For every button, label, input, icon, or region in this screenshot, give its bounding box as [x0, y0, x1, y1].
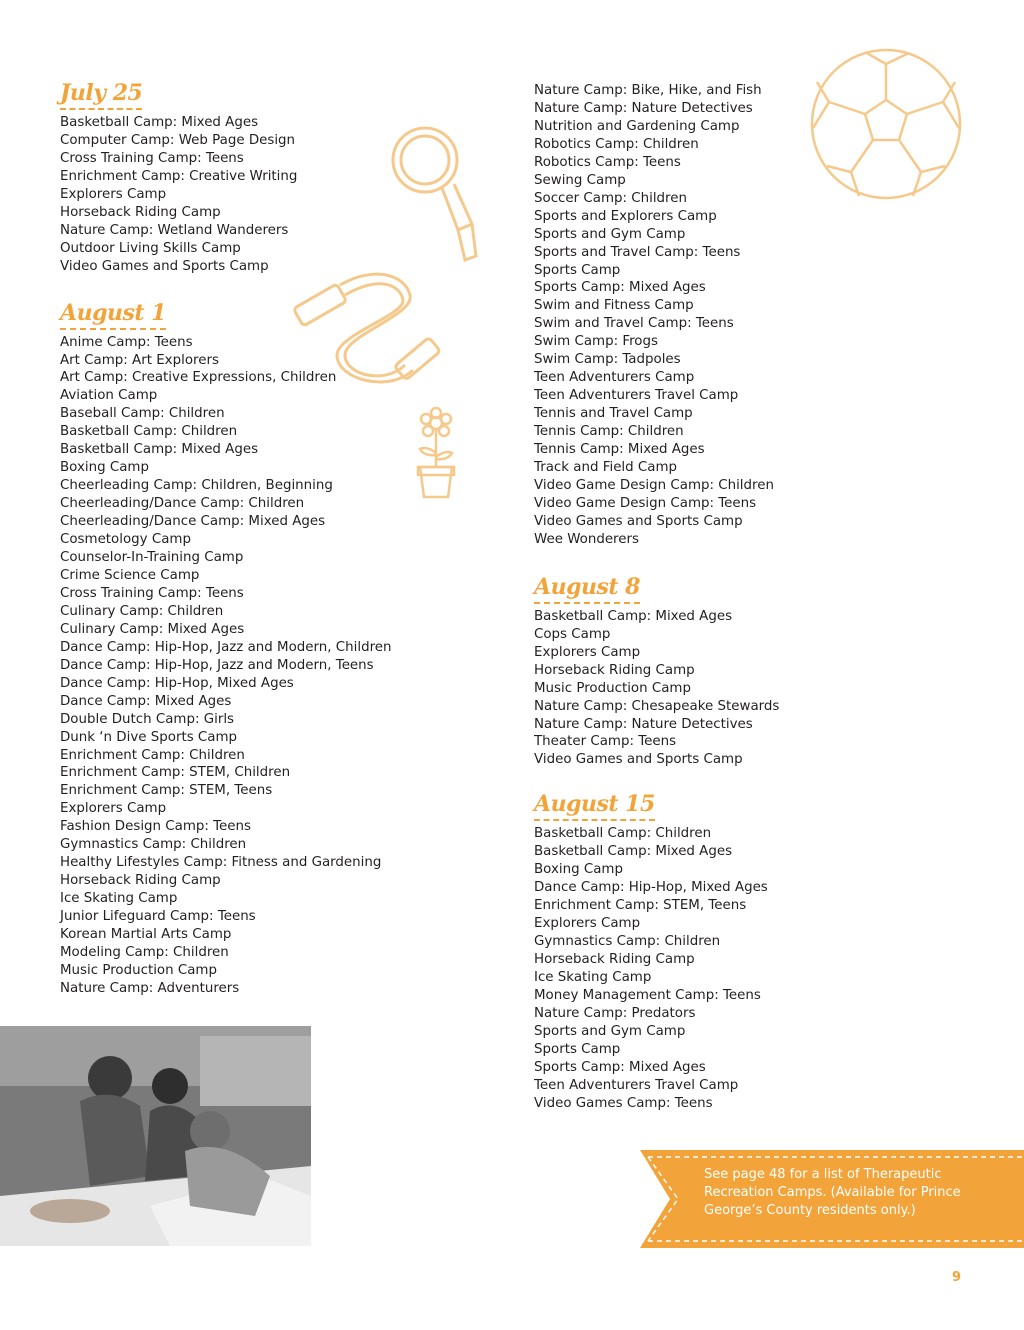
- banner-text: See page 48 for a list of Therapeutic Recreation Camps. (Available for Prince George’s County residents only.): [704, 1167, 961, 1218]
- camp-list-item: Nature Camp: Adventurers: [60, 980, 240, 996]
- camp-list-item: Basketball Camp: Mixed Ages: [60, 115, 259, 130]
- camp-list-item: Boxing Camp: [60, 460, 149, 476]
- camp-list-item: Healthy Lifestyles Camp: Fitness and Gardening: [60, 855, 382, 871]
- camp-list-item: Cheerleading/Dance Camp: Children: [60, 496, 305, 512]
- camp-list-item: Nature Camp: Wetland Wanderers: [60, 222, 289, 238]
- campers-photo: [0, 1026, 311, 1246]
- camp-list: [60, 334, 460, 998]
- camp-list-item: Basketball Camp: Children: [534, 826, 712, 842]
- camp-list-item: Cheerleading/Dance Camp: Mixed Ages: [60, 514, 326, 530]
- camp-list-item: Basketball Camp: Mixed Ages: [534, 844, 733, 860]
- camp-list-item: Sports and Gym Camp: [534, 1023, 686, 1039]
- camp-list-item: Enrichment Camp: Children: [60, 747, 245, 763]
- camp-list-item: Dance Camp: Hip-Hop, Jazz and Modern, Children: [60, 639, 392, 655]
- camp-list-item: Dance Camp: Hip-Hop, Mixed Ages: [60, 675, 294, 691]
- photo-illustration: [0, 1026, 311, 1246]
- camp-list-item: Gymnastics Camp: Children: [60, 837, 247, 853]
- camp-list-item: Dance Camp: Hip-Hop, Mixed Ages: [534, 880, 768, 896]
- august-15-section: [534, 791, 834, 1112]
- camp-list-item: Boxing Camp: [534, 862, 623, 878]
- camp-list-item: Robotics Camp: Teens: [534, 154, 681, 170]
- camp-list-item: Dance Camp: Mixed Ages: [60, 693, 232, 709]
- camp-list-item: Cheerleading Camp: Children, Beginning: [60, 478, 333, 494]
- camp-list-item: Swim and Fitness Camp: [534, 298, 694, 314]
- camp-list-item: Art Camp: Art Explorers: [60, 352, 219, 368]
- camp-list-item: Nature Camp: Nature Detectives: [534, 716, 753, 732]
- camp-list-item: Dunk ‘n Dive Sports Camp: [60, 729, 238, 745]
- camp-list-item: Fashion Design Camp: Teens: [60, 819, 251, 835]
- camp-list-item: Tennis and Travel Camp: [534, 406, 693, 422]
- july-25-section: [60, 80, 460, 276]
- camp-list-item: Music Production Camp: [60, 962, 217, 978]
- camp-list-item: Nature Camp: Chesapeake Stewards: [534, 698, 780, 714]
- camp-list-item: Wee Wonderers: [534, 531, 639, 547]
- august-1-section: [60, 300, 460, 998]
- camp-list-item: Nature Camp: Bike, Hike, and Fish: [534, 83, 762, 98]
- camp-list-item: Teen Adventurers Camp: [534, 370, 695, 386]
- camp-list-item: Counselor-In-Training Camp: [60, 550, 244, 566]
- camp-list-item: Teen Adventurers Travel Camp: [534, 1077, 739, 1093]
- camp-list-item: Sports Camp: Mixed Ages: [534, 280, 706, 296]
- camp-list-item: Sports and Explorers Camp: [534, 208, 717, 224]
- camp-list-item: Outdoor Living Skills Camp: [60, 240, 241, 256]
- camp-list-item: Explorers Camp: [60, 186, 167, 202]
- camp-list-item: Explorers Camp: [534, 644, 641, 660]
- camp-list-item: Video Game Design Camp: Teens: [534, 495, 757, 511]
- camp-list: [534, 608, 834, 770]
- section-heading: July 25: [60, 80, 142, 110]
- camp-list-item: Video Games Camp: Teens: [534, 1095, 713, 1111]
- camp-list-item: Korean Martial Arts Camp: [60, 927, 232, 943]
- camp-list-item: Horseback Riding Camp: [60, 873, 221, 889]
- camp-list-item: Explorers Camp: [60, 801, 167, 817]
- camp-list-item: Video Game Design Camp: Children: [534, 477, 774, 493]
- camp-list-item: Double Dutch Camp: Girls: [60, 711, 235, 727]
- camp-list-item: Video Games and Sports Camp: [60, 258, 269, 274]
- left-column: [60, 80, 460, 1018]
- camp-list-item: Theater Camp: Teens: [534, 734, 677, 750]
- camp-list-item: Sports and Travel Camp: Teens: [534, 244, 741, 260]
- camp-list-item: Basketball Camp: Mixed Ages: [60, 442, 259, 458]
- camp-list-item: Enrichment Camp: STEM, Children: [60, 765, 291, 781]
- camp-list-item: Basketball Camp: Children: [60, 424, 238, 440]
- camp-list-item: Nature Camp: Predators: [534, 1005, 696, 1021]
- camp-list-item: Explorers Camp: [534, 916, 641, 932]
- camp-list-item: Culinary Camp: Mixed Ages: [60, 621, 245, 637]
- section-heading: August 1: [60, 300, 166, 330]
- camp-list-item: Video Games and Sports Camp: [534, 752, 743, 768]
- right-column: [534, 82, 834, 1135]
- camp-list-item: Enrichment Camp: Creative Writing: [60, 168, 298, 184]
- camp-list-item: Sports Camp: [534, 1041, 621, 1057]
- camp-list: [534, 825, 834, 1112]
- camp-list-item: Track and Field Camp: [534, 460, 678, 476]
- camp-list-item: Soccer Camp: Children: [534, 190, 687, 206]
- camp-list-item: Art Camp: Creative Expressions, Children: [60, 370, 337, 386]
- camp-list-item: Enrichment Camp: STEM, Teens: [60, 783, 273, 799]
- camp-list: [60, 114, 460, 276]
- camp-list-item: Computer Camp: Web Page Design: [60, 132, 296, 148]
- camp-list-item: Nature Camp: Nature Detectives: [534, 100, 753, 116]
- camp-list-item: Robotics Camp: Children: [534, 136, 699, 152]
- camp-list-item: Basketball Camp: Mixed Ages: [534, 608, 733, 624]
- section-heading: August 15: [534, 791, 655, 821]
- camp-list-item: Ice Skating Camp: [60, 891, 178, 907]
- camp-list-item: Crime Science Camp: [60, 567, 200, 583]
- camp-list-item: Video Games and Sports Camp: [534, 513, 743, 529]
- camp-list-item: Horseback Riding Camp: [534, 952, 695, 968]
- camp-list-item: Aviation Camp: [60, 388, 158, 404]
- page-number: 9: [952, 1270, 962, 1285]
- camp-list-item: Sports and Gym Camp: [534, 226, 686, 242]
- info-banner: [640, 1150, 1024, 1248]
- camp-list-item: Teen Adventurers Travel Camp: [534, 388, 739, 404]
- camp-list-item: Anime Camp: Teens: [60, 334, 193, 350]
- camp-list-item: Cops Camp: [534, 626, 611, 642]
- camp-list-item: Gymnastics Camp: Children: [534, 934, 721, 950]
- camp-list-item: Cross Training Camp: Teens: [60, 150, 244, 166]
- camp-list-item: Horseback Riding Camp: [60, 204, 221, 220]
- camp-list-item: Tennis Camp: Mixed Ages: [534, 442, 705, 458]
- section-heading: August 8: [534, 574, 640, 604]
- camp-list-item: Swim and Travel Camp: Teens: [534, 316, 734, 332]
- camp-list-item: Cross Training Camp: Teens: [60, 585, 244, 601]
- camp-list-item: Music Production Camp: [534, 680, 691, 696]
- camp-list-item: Swim Camp: Frogs: [534, 334, 658, 350]
- camp-list-item: Dance Camp: Hip-Hop, Jazz and Modern, Teens: [60, 657, 374, 673]
- camp-list-item: Sports Camp: Mixed Ages: [534, 1059, 706, 1075]
- camp-list-item: Horseback Riding Camp: [534, 662, 695, 678]
- camp-list-item: Swim Camp: Tadpoles: [534, 352, 681, 368]
- camp-list-item: Baseball Camp: Children: [60, 406, 225, 422]
- camp-list-item: Sewing Camp: [534, 172, 626, 188]
- camp-list-item: Modeling Camp: Children: [60, 944, 229, 960]
- camp-list-item: Sports Camp: [534, 262, 621, 278]
- camp-list-item: Enrichment Camp: STEM, Teens: [534, 898, 747, 914]
- camp-list-item: Tennis Camp: Children: [534, 424, 684, 440]
- camp-list-continued: [534, 82, 834, 549]
- august-8-section: [534, 574, 834, 770]
- camp-list-item: Nutrition and Gardening Camp: [534, 118, 740, 134]
- camp-list-item: Ice Skating Camp: [534, 969, 652, 985]
- camp-list-item: Junior Lifeguard Camp: Teens: [60, 909, 256, 925]
- camp-list-item: Money Management Camp: Teens: [534, 987, 761, 1003]
- camp-list-item: Culinary Camp: Children: [60, 603, 224, 619]
- camp-list-item: Cosmetology Camp: [60, 532, 191, 548]
